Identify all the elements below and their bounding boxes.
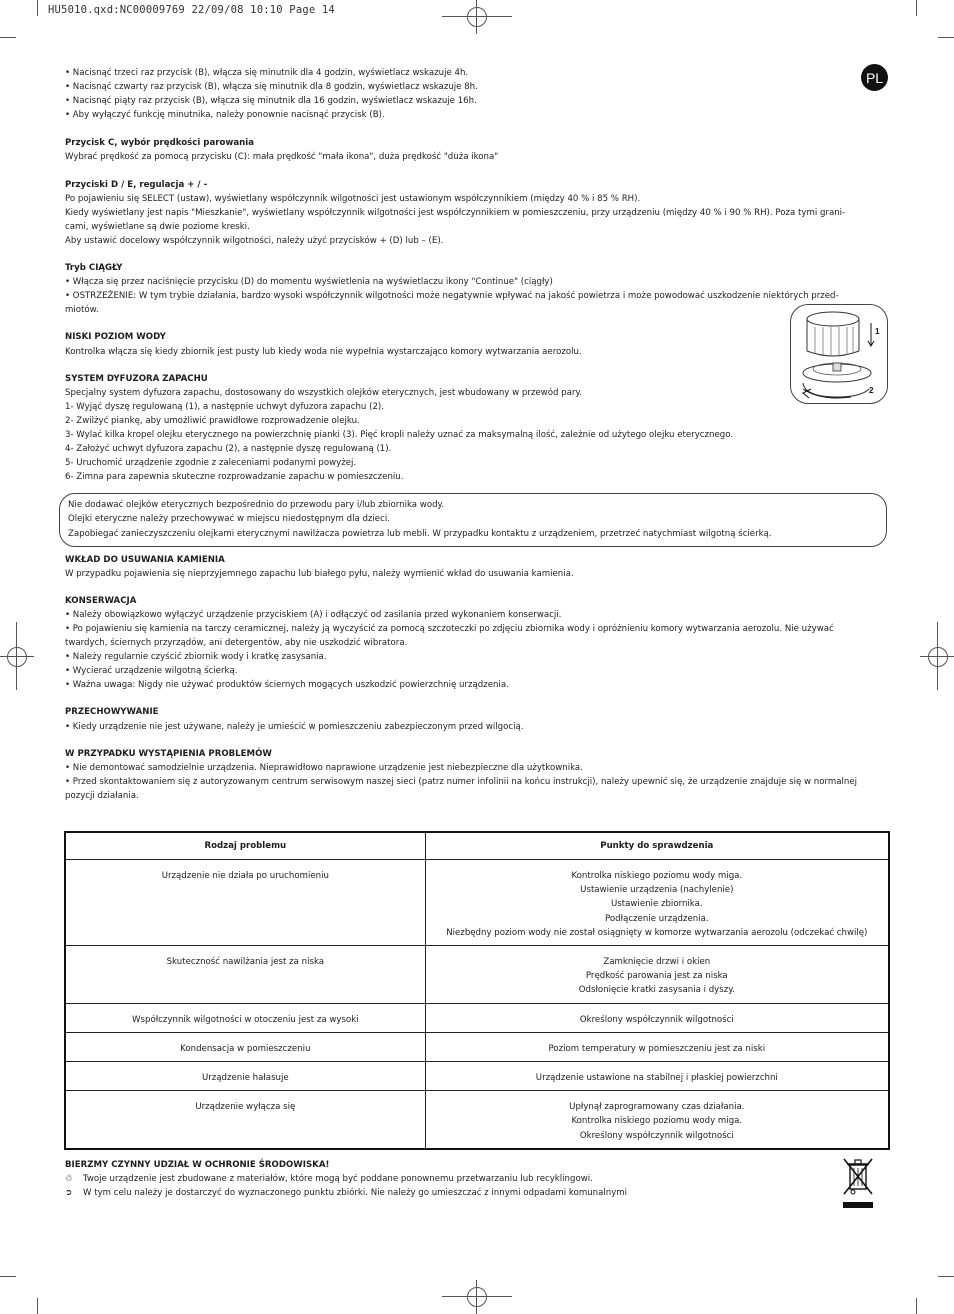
text-line: • Nacisnąć czwarty raz przycisk (B), włącza się minutnik dla 8 godzin, wyświetlacz wskazuje 8h. (65, 82, 478, 93)
crossed-bin-icon (841, 1156, 875, 1210)
text-line: • Kiedy urządzenie nie jest używane, należy je umieścić w pomieszczeniu zabezpieczonym przed wilgocią. (65, 721, 524, 732)
crop-mark (0, 1276, 16, 1277)
section-heading: Przycisk C, wybór prędkości parowania (65, 138, 254, 149)
checks-cell (425, 946, 889, 1004)
text-line: Po pojawieniu się SELECT (ustaw), wyświetlany współczynnik wilgotności jest ustawionym współczynnikiem (między 40 % i 85 % RH). (65, 193, 641, 204)
text-line: Specjalny system dyfuzora zapachu, dostosowany do wszystkich olejków eterycznych, jest wbudowany w przewód pary. (65, 387, 582, 398)
text-line: • Włącza się przez naciśnięcie przycisku (D) do momentu wyświetlenia na wyświetlaczu ikony "Continue" (ciągły) (65, 277, 553, 288)
text-line: • OSTRZEŻENIE: W tym trybie działania, bardzo wysoki współczynnik wilgotności może negatywnie wpływać na jakość powietrza i może powodować uszkodzenie niektórych przed- (65, 291, 839, 302)
text-line: Aby ustawić docelowy współczynnik wilgotności, należy użyć przycisków + (D) lub – (E). (65, 235, 444, 246)
problem-cell: Skuteczność nawilżania jest za niska (65, 946, 425, 1004)
text-line: cami, wyświetlane są dwie poziome kreski. (65, 221, 250, 232)
registration-mark (467, 1287, 487, 1307)
check-line: Kontrolka niskiego poziomu wody miga. (571, 1116, 743, 1127)
environment-text: W tym celu należy je dostarczyć do wyznaczonego punktu zbiórki. Nie należy go umieszczać z innymi odpadami komunalnymi (83, 1188, 628, 1199)
registration-mark (467, 7, 487, 27)
crop-mark (37, 1298, 38, 1314)
check-line: Podłączenie urządzenia. (605, 913, 709, 924)
column-header: Punkty do sprawdzenia (425, 832, 889, 860)
text-line: twardych, ściernych przyrządów, ani detergentów, aby nie uszkodzić wibratora. (65, 638, 408, 649)
table-row (65, 1091, 889, 1149)
section-heading: Tryb CIĄGŁY (65, 263, 123, 274)
print-slug: HU5010.qxd:NC00009769 22/09/08 10:10 Page 14 (48, 4, 335, 16)
section-heading: PRZECHOWYWANIE (65, 707, 159, 718)
checks-cell (425, 860, 889, 946)
diffuser-figure (790, 304, 888, 404)
text-line: • Należy obowiązkowo wyłączyć urządzenie przyciskiem (A) i odłączyć od zasilania przed wykonaniem konserwacji. (65, 609, 562, 620)
figure-label: 2 (869, 386, 874, 395)
crop-mark (0, 37, 16, 38)
warning-line: Nie dodawać olejków eterycznych bezpośrednio do przewodu pary i/lub zbiornika wody. (68, 500, 445, 511)
warning-line: Olejki eteryczne należy przechowywać w miejscu niedostępnym dla dzieci. (68, 514, 390, 525)
section-heading: Przyciski D / E, regulacja + / - (65, 179, 208, 190)
troubleshooting-table (64, 831, 890, 1150)
text-line: 4- Założyć uchwyt dyfuzora zapachu (2), a następnie dyszę regulowaną (1). (65, 444, 392, 455)
environment-text: Twoje urządzenie jest zbudowane z materiałów, które mogą być poddane ponownemu przetwarzaniu lub recyklingowi. (83, 1174, 593, 1185)
crop-mark (916, 0, 917, 16)
text-line: • Ważna uwaga: Nigdy nie używać produktów ściernych mogących uszkodzić powierzchnię urządzenia. (65, 680, 509, 691)
text-line: 1- Wyjąć dyszę regulowaną (1), a następnie uchwyt dyfuzora zapachu (2). (65, 401, 384, 412)
environment-item (65, 1172, 805, 1186)
problem-cell: Kondensacja w pomieszczeniu (65, 1032, 425, 1061)
table-row (65, 1062, 889, 1091)
table-row (65, 1032, 889, 1061)
text-line: • Należy regularnie czyścić zbiornik wody i kratkę zasysania. (65, 652, 327, 663)
timer-bullets (65, 66, 885, 122)
text-line: Kontrolka włącza się kiedy zbiornik jest pusty lub kiedy woda nie wypełnia wystarczająco komory wytwarzania aerozolu. (65, 346, 582, 357)
text-line: • Nacisnąć piąty raz przycisk (B), włącza się minutnik dla 16 godzin, wyświetlacz wskazuje 16h. (65, 96, 477, 107)
problem-cell: Urządzenie wyłącza się (65, 1091, 425, 1149)
crop-mark (938, 1276, 954, 1277)
check-line: Zamknięcie drzwi i okien (603, 957, 711, 968)
section-heading: KONSERWACJA (65, 595, 137, 606)
text-line: • Wycierać urządzenie wilgotną ścierką. (65, 666, 238, 677)
text-line: 3- Wylać kilka kropel olejku eterycznego na powierzchnię pianki (3). Pięć kropli należy uznać za maksymalną ilość, zależnie od użytego olejku eterycznego. (65, 429, 734, 440)
section-heading: NISKI POZIOM WODY (65, 332, 166, 343)
check-line: Prędkość parowania jest za niska (585, 971, 728, 982)
crop-mark (37, 0, 38, 16)
text-line: • Nacisnąć trzeci raz przycisk (B), włącza się minutnik dla 4 godzin, wyświetlacz wskazuje 4h. (65, 68, 469, 78)
crop-mark (916, 1298, 917, 1314)
section-heading: WKŁAD DO USUWANIA KAMIENIA (65, 554, 225, 565)
check-line: Urządzenie ustawione na stabilnej i płaskiej powierzchni (535, 1073, 778, 1084)
arrow-icon: ➲ (65, 1188, 73, 1199)
section-heading: BIERZMY CZYNNY UDZIAŁ W OCHRONIE ŚRODOWISKA! (65, 1160, 330, 1170)
check-line: Określony współczynnik wilgotności (579, 1014, 734, 1025)
text-line: • Nie demontować samodzielnie urządzenia. Nieprawidłowo naprawione urządzenie jest niebezpieczne dla użytkownika. (65, 762, 583, 773)
registration-mark (7, 647, 27, 667)
text-line: W przypadku pojawienia się nieprzyjemnego zapachu lub białego pyłu, należy wymienić wkład do usuwania kamienia. (65, 568, 574, 579)
figure-label: 1 (875, 327, 880, 336)
problem-cell: Współczynnik wilgotności w otoczeniu jest za wysoki (65, 1003, 425, 1032)
recycle-icon: ♲ (65, 1174, 73, 1185)
checks-cell (425, 1062, 889, 1091)
checks-cell (425, 1032, 889, 1061)
problem-cell: Urządzenie nie działa po uruchomieniu (65, 860, 425, 946)
text-line: 6- Zimna para zapewnia skuteczne rozprowadzanie zapachu w pomieszczeniu. (65, 472, 404, 483)
check-line: Upłynął zaprogramowany czas działania. (569, 1102, 745, 1113)
table-row (65, 1003, 889, 1032)
text-line: • Po pojawieniu się kamienia na tarczy ceramicznej, należy ją wyczyścić za pomocą szczoteczki po zdjęciu zbiornika wody i opróżnieniu komory wytwarzania aerozolu. Nie używać (65, 624, 834, 634)
table-row (65, 946, 889, 1004)
check-line: Odsłonięcie kratki zasysania i dyszy. (578, 985, 735, 996)
table-row (65, 860, 889, 946)
environment-section (65, 1158, 805, 1201)
diffuser-illustration (791, 305, 887, 403)
problem-cell: Urządzenie hałasuje (65, 1062, 425, 1091)
instructions-body (65, 66, 885, 803)
text-line: pozycji działania. (65, 790, 139, 801)
check-line: Niezbędny poziom wody nie został osiągnięty w komorze wytwarzania aerozolu (odczekać chwilę) (446, 927, 868, 938)
checks-cell (425, 1003, 889, 1032)
text-line: Wybrać prędkość za pomocą przycisku (C): mała prędkość "mała ikona", duża prędkość "duża ikona" (65, 152, 499, 163)
registration-mark (928, 647, 948, 667)
check-line: Określony współczynnik wilgotności (579, 1130, 734, 1141)
text-line: • Aby wyłączyć funkcję minutnika, należy ponownie nacisnąć przycisk (B). (65, 110, 385, 121)
crop-mark (938, 37, 954, 38)
environment-item (65, 1186, 805, 1200)
text-line: Kiedy wyświetlany jest napis "Mieszkanie", wyświetlany współczynnik wilgotności jest współczynnikiem w pomieszczeniu, przy urządzeniu (między 40 % i 90 % RH). Poza tymi grani- (65, 207, 846, 218)
section-heading: SYSTEM DYFUZORA ZAPACHU (65, 373, 208, 384)
check-line: Ustawienie zbiornika. (611, 899, 703, 910)
check-line: Kontrolka niskiego poziomu wody miga. (571, 871, 743, 881)
text-line: 2- Zwilżyć piankę, aby umożliwić prawidłowe rozprowadzenie olejku. (65, 415, 360, 426)
check-line: Poziom temperatury w pomieszczeniu jest za niski (548, 1043, 766, 1054)
check-line: Ustawienie urządzenia (nachylenie) (580, 885, 734, 896)
text-line: • Przed skontaktowaniem się z autoryzowanym centrum serwisowym naszej sieci (patrz numer infolinii na końcu instrukcji), należy upewnić się, że urządzenie znajduje się w normalnej (65, 776, 858, 787)
warning-box (59, 493, 887, 546)
language-badge: PL (861, 64, 888, 91)
warning-line: Zapobiegać zanieczyszczeniu olejkami eterycznymi nawilżacza powietrza lub mebli. W przypadku kontaktu z urządzeniem, przetrzeć natychmiast wilgotną ścierką. (68, 528, 772, 539)
section-heading: W PRZYPADKU WYSTĄPIENIA PROBLEMÓW (65, 748, 272, 759)
text-line: miotów. (65, 305, 99, 316)
text-line: 5- Uruchomić urządzenie zgodnie z zaleceniami podanymi powyżej. (65, 458, 357, 469)
column-header: Rodzaj problemu (65, 832, 425, 860)
checks-cell (425, 1091, 889, 1149)
